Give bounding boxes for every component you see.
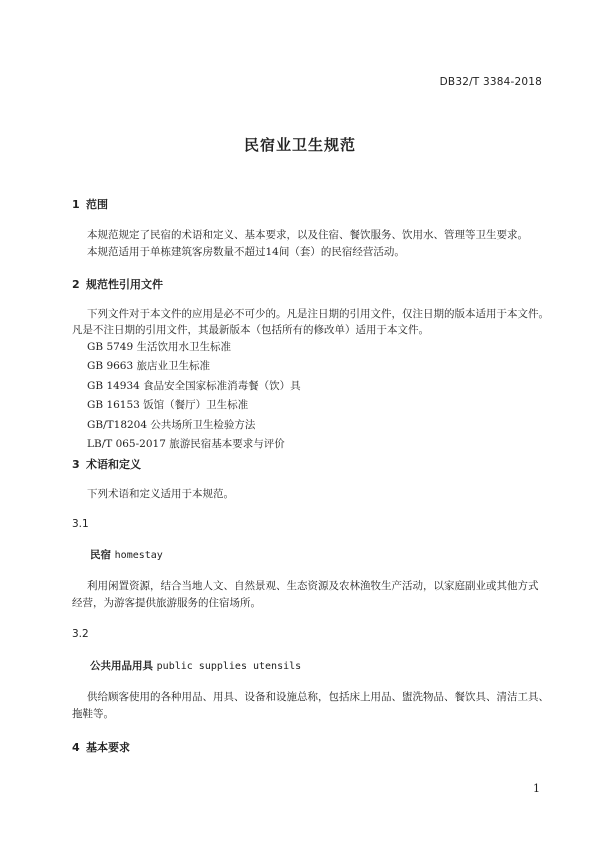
section-number: 3 (72, 458, 80, 471)
term-heading-public-supplies (90, 658, 301, 673)
section-heading-basic-requirements (72, 739, 130, 755)
reference-item: GB/T18204 公共场所卫生检验方法 (87, 418, 256, 431)
term-en: homestay (114, 550, 163, 561)
scope-paragraph-1: 本规范规定了民宿的术语和定义、基本要求，以及住宿、餐饮服务、饮用水、管理等卫生要求。 (87, 229, 528, 241)
section-number: 2 (72, 278, 80, 291)
document-number: DB32/T 3384-2018 (439, 76, 542, 88)
term-definition-line-2: 经营，为游客提供旅游服务的住宿场所。 (72, 597, 261, 609)
section-heading-scope (72, 196, 108, 212)
term-zh: 公共用品用具 (90, 660, 153, 672)
term-en: public supplies utensils (156, 661, 302, 672)
clause-number: 3.1 (72, 518, 89, 530)
term-definition-line-1: 利用闲置资源，结合当地人文、自然景观、生态资源及农林渔牧生产活动，以家庭副业或其他方式 (87, 580, 539, 592)
references-intro-line-1: 下列文件对于本文件的应用是必不可少的。凡是注日期的引用文件，仅注日期的版本适用于本文件。 (87, 308, 549, 320)
term-definition-line-2: 拖鞋等。 (72, 708, 114, 720)
reference-list (87, 338, 301, 454)
clause-number: 3.2 (72, 628, 89, 640)
page-number: 1 (533, 782, 540, 795)
document-title: 民宿业卫生规范 (243, 136, 356, 154)
terms-intro: 下列术语和定义适用于本规范。 (87, 488, 234, 500)
section-title: 术语和定义 (86, 458, 141, 471)
section-heading-normative-references (72, 276, 163, 292)
reference-item: GB 5749 生活饮用水卫生标准 (87, 341, 232, 353)
term-definition-line-1: 供给顾客使用的各种用品、用具、设备和设施总称，包括床上用品、盥洗物品、餐饮具、清洁工具、 (87, 691, 549, 703)
scope-paragraph-2: 本规范适用于单栋建筑客房数量不超过14间（套）的民宿经营活动。 (87, 246, 405, 258)
section-title: 范围 (86, 198, 108, 211)
reference-item: GB 16153 饭馆（餐厅）卫生标准 (87, 399, 249, 412)
section-number: 1 (72, 198, 80, 211)
section-title: 规范性引用文件 (86, 278, 163, 291)
section-heading-terms (72, 456, 141, 472)
references-intro-line-2: 凡是不注日期的引用文件，其最新版本（包括所有的修改单）适用于本文件。 (72, 324, 429, 336)
section-title: 基本要求 (86, 741, 130, 754)
reference-item: LB/T 065-2017 旅游民宿基本要求与评价 (87, 438, 285, 451)
reference-item: GB 14934 食品安全国家标准消毒餐（饮）具 (87, 379, 301, 392)
term-heading-homestay (90, 547, 163, 562)
reference-item: GB 9663 旅店业卫生标准 (87, 360, 211, 373)
section-number: 4 (72, 741, 80, 754)
term-zh: 民宿 (90, 549, 111, 561)
